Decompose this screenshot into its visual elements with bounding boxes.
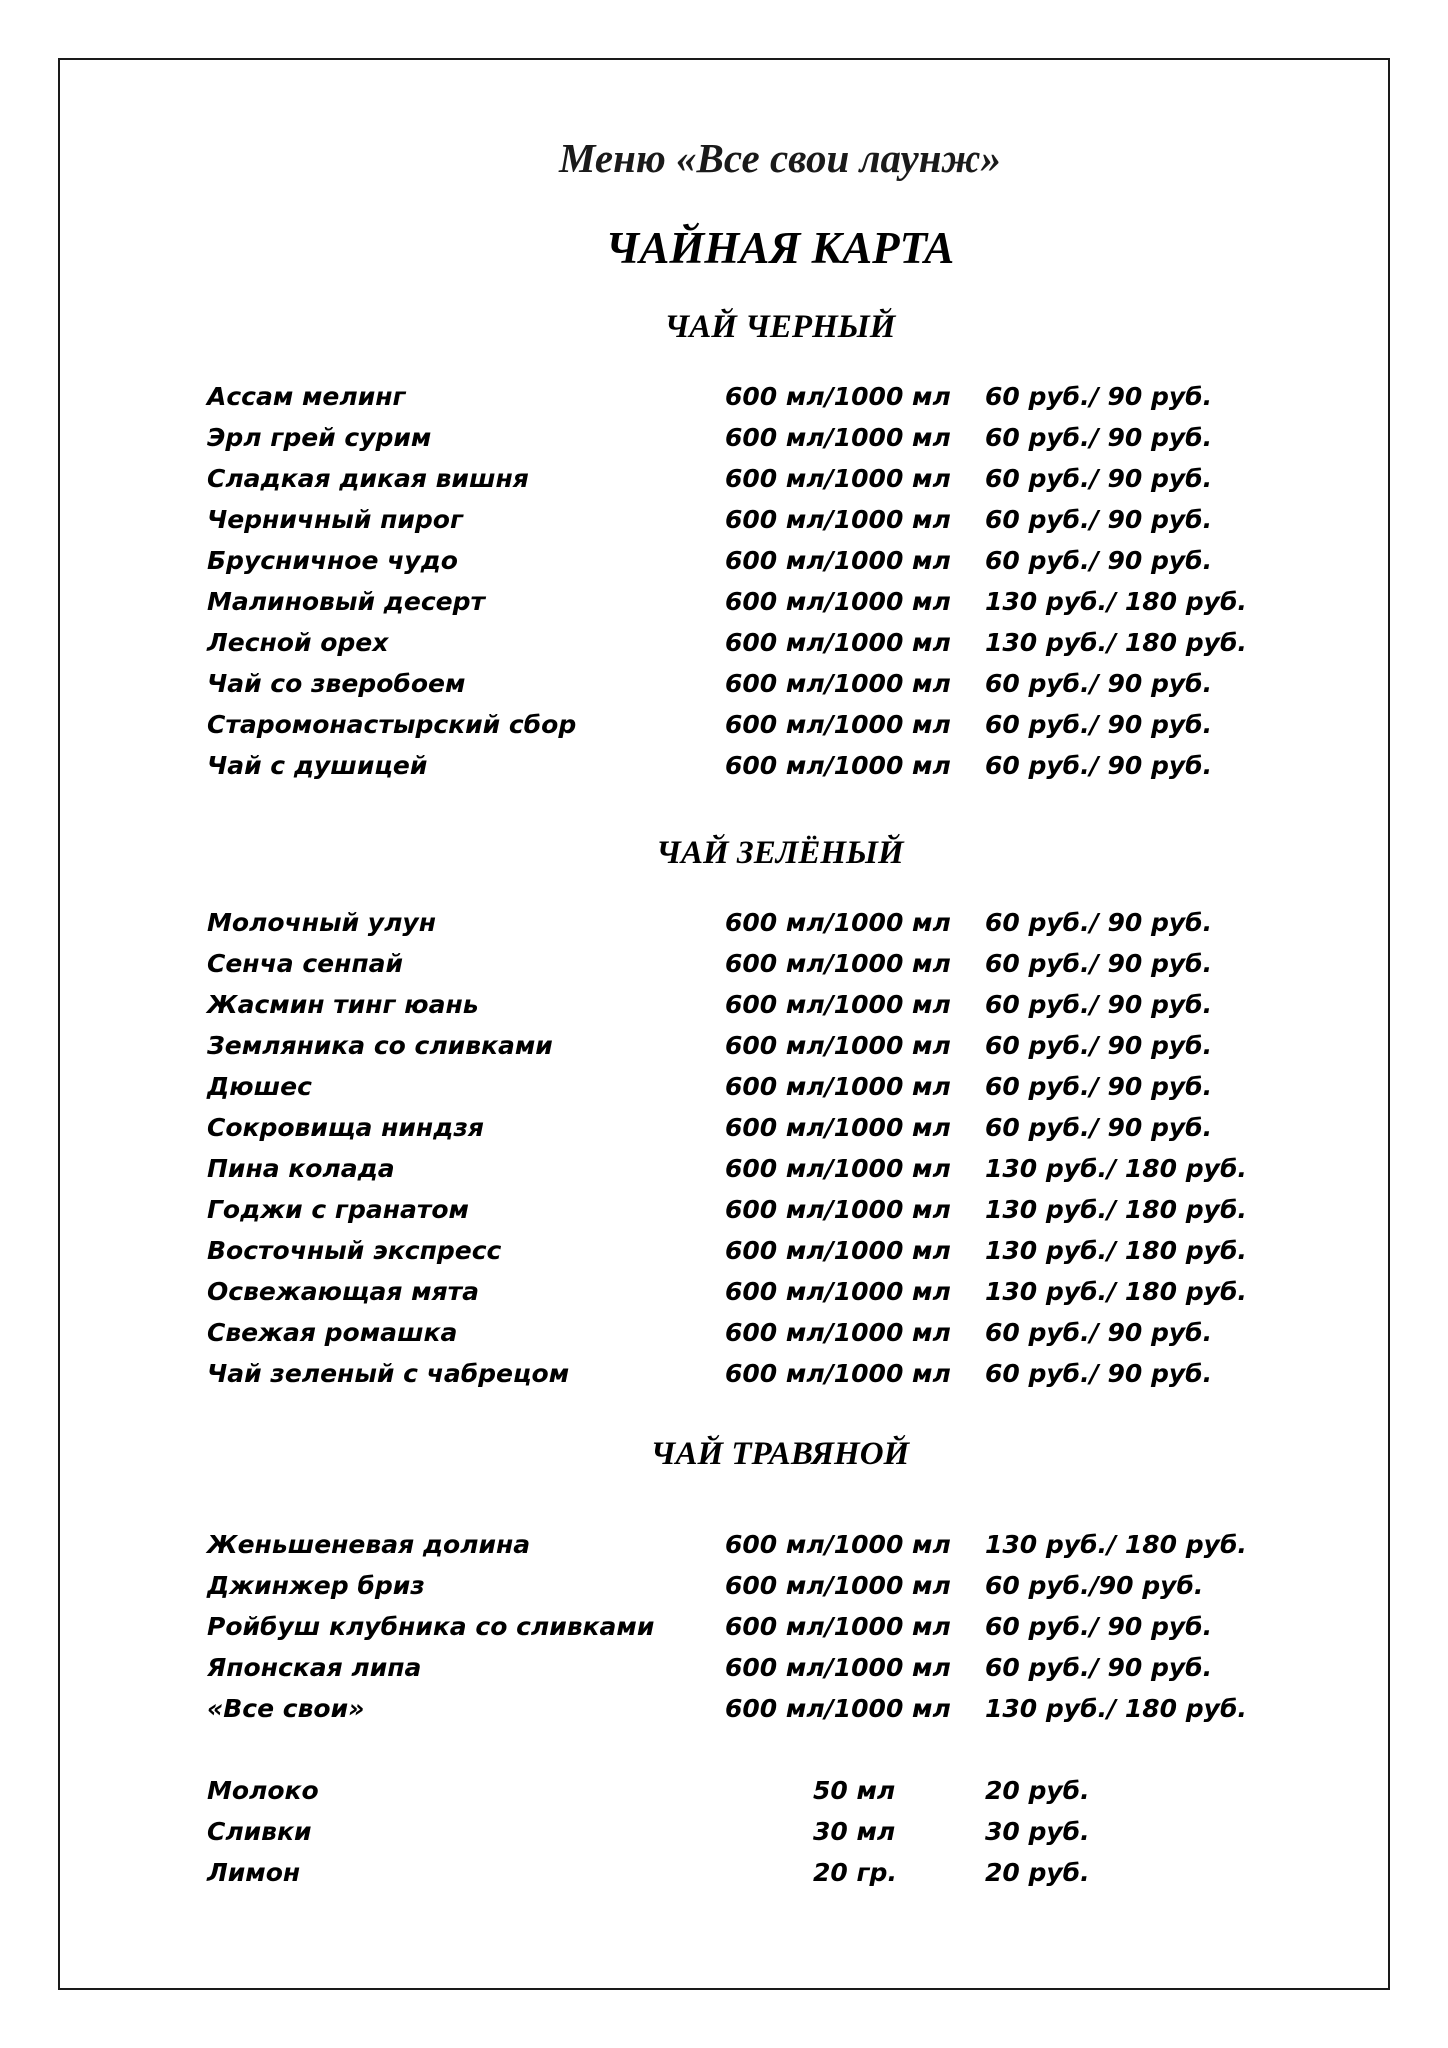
menu-item <box>0 943 1448 984</box>
item-price: 20 руб. <box>985 1776 1090 1805</box>
item-volume: 600 мл/1000 мл <box>725 423 951 452</box>
item-volume: 600 мл/1000 мл <box>725 546 951 575</box>
item-name: Молочный улун <box>207 908 436 937</box>
item-name: Сенча сенпай <box>207 949 404 978</box>
extra-item <box>0 1811 1448 1852</box>
menu-item <box>0 745 1448 786</box>
item-name: Черничный пирог <box>207 505 464 534</box>
menu-item <box>0 458 1448 499</box>
item-name: Сокровища ниндзя <box>207 1113 484 1142</box>
green-tea-list <box>0 902 1448 1394</box>
item-price: 60 руб./ 90 руб. <box>985 1318 1213 1347</box>
item-volume: 600 мл/1000 мл <box>725 1530 951 1559</box>
item-volume: 600 мл/1000 мл <box>725 382 951 411</box>
item-price: 60 руб./ 90 руб. <box>985 751 1213 780</box>
item-name: Свежая ромашка <box>207 1318 458 1347</box>
item-volume: 600 мл/1000 мл <box>725 1236 951 1265</box>
item-price: 60 руб./ 90 руб. <box>985 382 1213 411</box>
menu-item <box>0 1230 1448 1271</box>
item-price: 60 руб./ 90 руб. <box>985 1072 1213 1101</box>
item-name: Чай зеленый с чабрецом <box>207 1359 570 1388</box>
section-title-herbal-tea: ЧАЙ ТРАВЯНОЙ <box>650 1436 910 1472</box>
item-name: Брусничное чудо <box>207 546 458 575</box>
menu-item <box>0 1148 1448 1189</box>
item-name: Джинжер бриз <box>207 1571 425 1600</box>
menu-item <box>0 540 1448 581</box>
item-volume: 600 мл/1000 мл <box>725 1031 951 1060</box>
menu-item <box>0 1688 1448 1729</box>
menu-item <box>0 581 1448 622</box>
item-volume: 600 мл/1000 мл <box>725 751 951 780</box>
item-volume: 600 мл/1000 мл <box>725 1195 951 1224</box>
item-volume: 600 мл/1000 мл <box>725 587 951 616</box>
item-volume: 50 мл <box>813 1776 896 1805</box>
item-price: 130 руб./ 180 руб. <box>985 1277 1247 1306</box>
menu-item <box>0 984 1448 1025</box>
item-name: Дюшес <box>207 1072 312 1101</box>
item-volume: 600 мл/1000 мл <box>725 1072 951 1101</box>
item-price: 60 руб./ 90 руб. <box>985 669 1213 698</box>
item-volume: 600 мл/1000 мл <box>725 1653 951 1682</box>
menu-item <box>0 1312 1448 1353</box>
item-volume: 600 мл/1000 мл <box>725 710 951 739</box>
section-title-black-tea: ЧАЙ ЧЕРНЫЙ <box>664 309 896 345</box>
menu-item <box>0 417 1448 458</box>
item-price: 60 руб./ 90 руб. <box>985 1113 1213 1142</box>
item-volume: 600 мл/1000 мл <box>725 908 951 937</box>
item-price: 60 руб./90 руб. <box>985 1571 1204 1600</box>
item-name: Малиновый десерт <box>207 587 485 616</box>
item-price: 60 руб./ 90 руб. <box>985 1653 1213 1682</box>
item-volume: 600 мл/1000 мл <box>725 1113 951 1142</box>
item-price: 60 руб./ 90 руб. <box>985 949 1213 978</box>
item-price: 130 руб./ 180 руб. <box>985 1154 1247 1183</box>
item-volume: 30 мл <box>813 1817 896 1846</box>
herbal-tea-list <box>0 1524 1448 1729</box>
menu-item <box>0 902 1448 943</box>
item-name: Молоко <box>207 1776 319 1805</box>
item-name: Земляника со сливками <box>207 1031 553 1060</box>
item-name: Сладкая дикая вишня <box>207 464 529 493</box>
item-volume: 20 гр. <box>813 1858 897 1887</box>
item-price: 60 руб./ 90 руб. <box>985 546 1213 575</box>
item-name: Старомонастырский сбор <box>207 710 577 739</box>
section-title-green-tea: ЧАЙ ЗЕЛЁНЫЙ <box>656 835 904 871</box>
item-name: Эрл грей сурим <box>207 423 432 452</box>
item-name: Ройбуш клубника со сливками <box>207 1612 655 1641</box>
item-price: 130 руб./ 180 руб. <box>985 1195 1247 1224</box>
menu-item <box>0 1025 1448 1066</box>
item-name: «Все свои» <box>207 1694 365 1723</box>
menu-item <box>0 1189 1448 1230</box>
item-volume: 600 мл/1000 мл <box>725 464 951 493</box>
item-price: 130 руб./ 180 руб. <box>985 1530 1247 1559</box>
item-name: Жасмин тинг юань <box>207 990 479 1019</box>
item-volume: 600 мл/1000 мл <box>725 1318 951 1347</box>
menu-item <box>0 704 1448 745</box>
item-volume: 600 мл/1000 мл <box>725 669 951 698</box>
item-volume: 600 мл/1000 мл <box>725 505 951 534</box>
item-price: 60 руб./ 90 руб. <box>985 990 1213 1019</box>
menu-item <box>0 622 1448 663</box>
extras-list <box>0 1770 1448 1893</box>
item-price: 20 руб. <box>985 1858 1090 1887</box>
item-price: 60 руб./ 90 руб. <box>985 423 1213 452</box>
menu-subtitle: Меню «Все свои лаунж» <box>559 135 1001 181</box>
menu-item <box>0 1565 1448 1606</box>
menu-item <box>0 663 1448 704</box>
menu-item <box>0 1353 1448 1394</box>
item-volume: 600 мл/1000 мл <box>725 628 951 657</box>
item-volume: 600 мл/1000 мл <box>725 1612 951 1641</box>
menu-item <box>0 376 1448 417</box>
item-volume: 600 мл/1000 мл <box>725 1359 951 1388</box>
item-volume: 600 мл/1000 мл <box>725 1154 951 1183</box>
item-name: Восточный экспресс <box>207 1236 502 1265</box>
item-price: 60 руб./ 90 руб. <box>985 908 1213 937</box>
item-name: Чай с душицей <box>207 751 428 780</box>
page-title: ЧАЙНАЯ КАРТА <box>605 223 955 273</box>
extra-item <box>0 1770 1448 1811</box>
menu-item <box>0 1107 1448 1148</box>
item-name: Сливки <box>207 1817 312 1846</box>
item-price: 60 руб./ 90 руб. <box>985 1612 1213 1641</box>
black-tea-list <box>0 376 1448 786</box>
item-price: 30 руб. <box>985 1817 1090 1846</box>
item-name: Лимон <box>207 1858 301 1887</box>
item-name: Чай со зверобоем <box>207 669 466 698</box>
menu-item <box>0 1066 1448 1107</box>
menu-item <box>0 1271 1448 1312</box>
item-name: Годжи с гранатом <box>207 1195 469 1224</box>
item-price: 60 руб./ 90 руб. <box>985 1031 1213 1060</box>
item-price: 60 руб./ 90 руб. <box>985 1359 1213 1388</box>
menu-item <box>0 1524 1448 1565</box>
item-name: Освежающая мята <box>207 1277 480 1306</box>
menu-item <box>0 499 1448 540</box>
item-volume: 600 мл/1000 мл <box>725 990 951 1019</box>
item-price: 130 руб./ 180 руб. <box>985 1236 1247 1265</box>
item-price: 60 руб./ 90 руб. <box>985 710 1213 739</box>
item-name: Ассам мелинг <box>207 382 406 411</box>
menu-item <box>0 1606 1448 1647</box>
item-volume: 600 мл/1000 мл <box>725 949 951 978</box>
item-price: 130 руб./ 180 руб. <box>985 587 1247 616</box>
item-price: 60 руб./ 90 руб. <box>985 505 1213 534</box>
extra-item <box>0 1852 1448 1893</box>
item-price: 130 руб./ 180 руб. <box>985 1694 1247 1723</box>
item-name: Лесной орех <box>207 628 389 657</box>
item-price: 60 руб./ 90 руб. <box>985 464 1213 493</box>
item-volume: 600 мл/1000 мл <box>725 1694 951 1723</box>
item-volume: 600 мл/1000 мл <box>725 1571 951 1600</box>
item-name: Японская липа <box>207 1653 422 1682</box>
item-price: 130 руб./ 180 руб. <box>985 628 1247 657</box>
item-volume: 600 мл/1000 мл <box>725 1277 951 1306</box>
menu-item <box>0 1647 1448 1688</box>
item-name: Пина колада <box>207 1154 395 1183</box>
item-name: Женьшеневая долина <box>207 1530 531 1559</box>
